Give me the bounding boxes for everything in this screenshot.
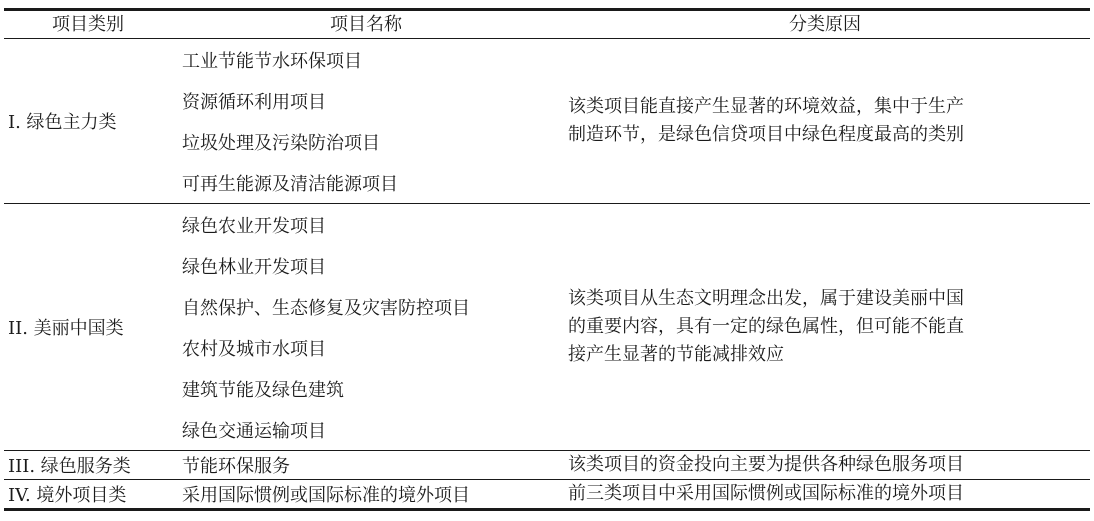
project-name-cell: 绿色交通运输项目	[182, 420, 326, 442]
header-row	[4, 10, 1090, 39]
reason-line: 该类项目的资金投向主要为提供各种绿色服务项目	[568, 454, 964, 475]
reason-cell	[560, 480, 1090, 510]
reason-line: 接产生显著的节能减排效应	[568, 344, 784, 365]
project-name-cell: 垃圾处理及污染防治项目	[182, 132, 380, 154]
table-header	[4, 10, 1090, 39]
header-category: 项目类别	[52, 14, 124, 35]
group-overseas	[4, 480, 1090, 510]
project-name-cell: 自然保护、生态修复及灾害防控项目	[182, 297, 470, 319]
project-name-cell: 农村及城市水项目	[182, 338, 326, 360]
green-credit-project-table	[4, 8, 1090, 511]
header-name: 项目名称	[330, 14, 402, 35]
reason-cell	[560, 451, 1090, 480]
project-name-cell: 建筑节能及绿色建筑	[182, 379, 344, 401]
category-cell: I. 绿色主力类	[8, 112, 117, 133]
group-beautiful-china	[4, 204, 1090, 451]
reason-cell	[560, 39, 1090, 204]
table-row	[4, 39, 1090, 81]
reason-cell	[560, 204, 1090, 451]
project-name-cell: 可再生能源及清洁能源项目	[182, 173, 398, 195]
group-green-service	[4, 451, 1090, 480]
table-row	[4, 204, 1090, 246]
header-reason: 分类原因	[789, 14, 861, 35]
category-cell: IV. 境外项目类	[8, 485, 127, 506]
project-name-cell: 节能环保服务	[182, 456, 290, 477]
category-cell: III. 绿色服务类	[8, 456, 131, 477]
project-name-cell: 采用国际惯例或国际标准的境外项目	[182, 485, 470, 506]
reason-line: 该类项目从生态文明理念出发，属于建设美丽中国	[568, 288, 964, 309]
group-green-main	[4, 39, 1090, 204]
reason-line: 制造环节，是绿色信贷项目中绿色程度最高的类别	[568, 124, 964, 145]
reason-line: 的重要内容，具有一定的绿色属性，但可能不能直	[568, 316, 964, 337]
project-name-cell: 工业节能节水环保项目	[182, 50, 362, 72]
table-row	[4, 480, 1090, 510]
project-name-cell: 绿色林业开发项目	[182, 256, 326, 278]
project-name-cell: 资源循环利用项目	[182, 91, 326, 113]
category-cell: II. 美丽中国类	[8, 318, 124, 339]
reason-line: 该类项目能直接产生显著的环境效益，集中于生产	[568, 96, 964, 117]
reason-line: 前三类项目中采用国际惯例或国际标准的境外项目	[568, 483, 964, 504]
table-row	[4, 451, 1090, 480]
project-name-cell: 绿色农业开发项目	[182, 215, 326, 237]
